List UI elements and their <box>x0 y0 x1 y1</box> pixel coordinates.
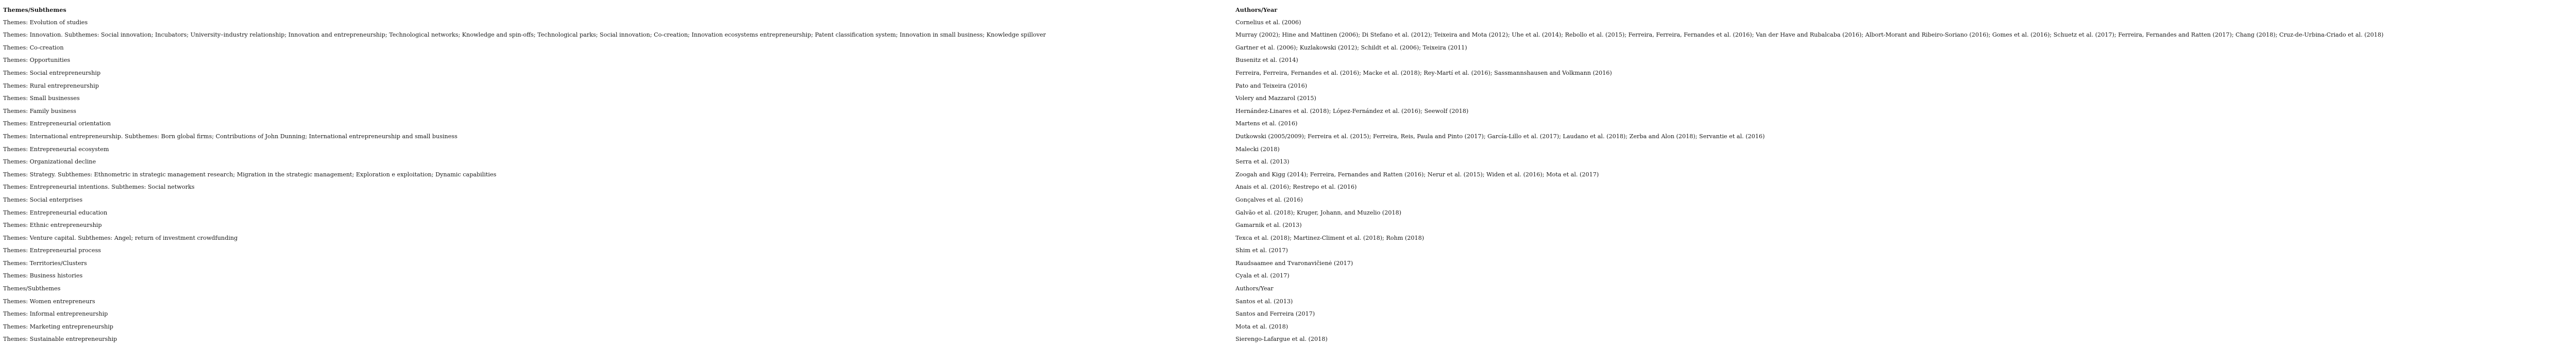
table-row <box>3 333 2576 346</box>
authors-cell: Shim et al. (2017) <box>1235 247 1288 254</box>
theme-cell: Themes: Entrepreneurial orientation <box>3 120 111 127</box>
table-row <box>3 181 2576 194</box>
table-row <box>3 29 2576 42</box>
theme-cell: Themes: Small businesses <box>3 95 80 102</box>
authors-cell: Gartner et al. (2006); Kuzlakowski (2012); Schildt et al. (2006); Teixeira (2011) <box>1235 44 1467 51</box>
table-row <box>3 92 2576 105</box>
table-row <box>3 244 2576 257</box>
theme-cell: Themes: Family business <box>3 107 76 114</box>
table-row <box>3 308 2576 321</box>
authors-cell: Sierengo-Lafargue et al. (2018) <box>1235 336 1328 343</box>
authors-cell: Gonçalves et al. (2016) <box>1235 196 1303 203</box>
theme-cell: Themes: Entrepreneurial education <box>3 209 108 216</box>
table-row <box>3 17 2576 29</box>
authors-cell: Galvão et al. (2018); Kruger, Johann, and Muzelio (2018) <box>1235 209 1401 216</box>
table-body <box>3 17 2576 346</box>
theme-cell: Themes: Entrepreneurial process <box>3 247 101 254</box>
authors-cell: Murray (2002); Hine and Mattinen (2006); Di Stefano et al. (2012); Teixeira and Mota (2012); Uhe et al. (2014); Rebollo et al. (2015); Ferreira, Ferreira, Fernandes et al. (2016); Van der Have and Rubalcaba (2016); Albort-Morant and Ribeiro-Soriano (2016); Gomes et al. (2016); Schuetz et al. (2017); Ferreira, Fernandes and Ratten (2017); Chang (2018); Cruz-de-Urbina-Criado et al. (2018) <box>1235 31 2384 39</box>
theme-cell: Themes: Co-creation <box>3 44 64 51</box>
theme-cell: Themes: Social entrepreneurship <box>3 69 101 76</box>
authors-cell: Mota et al. (2018) <box>1235 323 1289 330</box>
theme-cell: Themes: International entrepreneurship. Subthemes: Born global firms; Contributions of John Dunning; International entrepreneurship and small business <box>3 133 457 140</box>
theme-cell: Themes: Entrepreneurial intentions. Subthemes: Social networks <box>3 184 195 191</box>
theme-cell: Themes: Marketing entrepreneurship <box>3 323 113 330</box>
table-row <box>3 232 2576 245</box>
table-header-row <box>3 4 2576 17</box>
themes-authors-table <box>3 4 2576 346</box>
table-row <box>3 257 2576 270</box>
header-themes-subthemes: Themes/Subthemes <box>3 6 66 13</box>
theme-cell: Themes: Informal entrepreneurship <box>3 310 108 318</box>
table-row <box>3 118 2576 130</box>
authors-cell: Hernández-Linares et al. (2018); López-Fernández et al. (2016); Seewolf (2018) <box>1235 107 1469 114</box>
authors-cell: Serra et al. (2013) <box>1235 158 1290 166</box>
theme-cell: Themes/Subthemes <box>3 285 61 292</box>
theme-cell: Themes: Territories/Clusters <box>3 259 87 267</box>
theme-cell: Themes: Innovation. Subthemes: Social innovation; Incubators; University–industry relationship; Innovation and entrepreneurship; Technological networks; Knowledge and spin-offs; Technological parks; Social innovation; Co-creation; Innovation ecosystems entrepreneurship; Patent classification system; Innovation in small business; Knowledge spillover <box>3 31 1046 39</box>
table-row <box>3 143 2576 156</box>
table-row <box>3 296 2576 308</box>
table-row <box>3 169 2576 182</box>
theme-cell: Themes: Evolution of studies <box>3 19 88 26</box>
theme-cell: Themes: Entrepreneurial ecosystem <box>3 145 109 153</box>
theme-cell: Themes: Rural entrepreneurship <box>3 82 99 89</box>
authors-cell: Ferreira, Ferreira, Fernandes et al. (2016); Macke et al. (2018); Rey-Martí et al. (2016); Sassmannshausen and Volkmann (2016) <box>1235 69 1612 76</box>
theme-cell: Themes: Venture capital. Subthemes: Angel; return of investment crowdfunding <box>3 234 238 241</box>
authors-cell: Zoogah and Kigg (2014); Ferreira, Fernandes and Ratten (2016); Nerur et al. (2015); Widen et al. (2016); Mota et al. (2017) <box>1235 171 1599 178</box>
authors-cell: Cornelius et al. (2006) <box>1235 19 1301 26</box>
table-row <box>3 194 2576 207</box>
theme-cell: Themes: Women entrepreneurs <box>3 298 95 305</box>
table-row <box>3 283 2576 296</box>
authors-cell: Texca et al. (2018); Martinez-Climent et al. (2018); Rohm (2018) <box>1235 234 1425 241</box>
authors-cell: Malecki (2018) <box>1235 145 1280 153</box>
authors-cell: Volery and Mazzarol (2015) <box>1235 95 1316 102</box>
theme-cell: Themes: Strategy. Subthemes: Ethnometric in strategic management research; Migration in the strategic management; Exploration e exploitation; Dynamic capabilities <box>3 171 497 178</box>
theme-cell: Themes: Opportunities <box>3 57 71 64</box>
table-row <box>3 130 2576 143</box>
theme-cell: Themes: Organizational decline <box>3 158 96 166</box>
table-row <box>3 105 2576 118</box>
table-row <box>3 321 2576 334</box>
table-row <box>3 67 2576 80</box>
authors-cell: Pato and Teixeira (2016) <box>1235 82 1308 89</box>
theme-cell: Themes: Business histories <box>3 272 83 280</box>
authors-cell: Santos et al. (2013) <box>1235 298 1293 305</box>
authors-cell: Santos and Ferreira (2017) <box>1235 310 1315 318</box>
authors-cell: Dutkowski (2005/2009); Ferreira et al. (2015); Ferreira, Reis, Paula and Pinto (2017); García-Lillo et al. (2017); Laudano et al. (2018); Zerba and Alon (2018); Servantie et al. (2016) <box>1235 133 1765 140</box>
table-row <box>3 54 2576 67</box>
table-row <box>3 270 2576 283</box>
table-row <box>3 80 2576 93</box>
table-row <box>3 156 2576 169</box>
authors-cell: Busenitz et al. (2014) <box>1235 57 1298 64</box>
theme-cell: Themes: Ethnic entrepreneurship <box>3 222 102 229</box>
table-row <box>3 219 2576 232</box>
authors-cell: Martens et al. (2016) <box>1235 120 1298 127</box>
table-row <box>3 42 2576 55</box>
authors-cell: Gamarnik et al. (2013) <box>1235 222 1302 229</box>
authors-cell: Cyala et al. (2017) <box>1235 272 1290 280</box>
authors-cell: Anais et al. (2016); Restrepo et al. (2016) <box>1235 184 1357 191</box>
table-row <box>3 207 2576 220</box>
theme-cell: Themes: Sustainable entrepreneurship <box>3 336 117 343</box>
authors-cell: Raudsaamee and Tvaronavičienė (2017) <box>1235 259 1353 267</box>
theme-cell: Themes: Social enterprises <box>3 196 83 203</box>
header-authors-year: Authors/Year <box>1235 6 1278 13</box>
authors-cell: Authors/Year <box>1235 285 1274 292</box>
